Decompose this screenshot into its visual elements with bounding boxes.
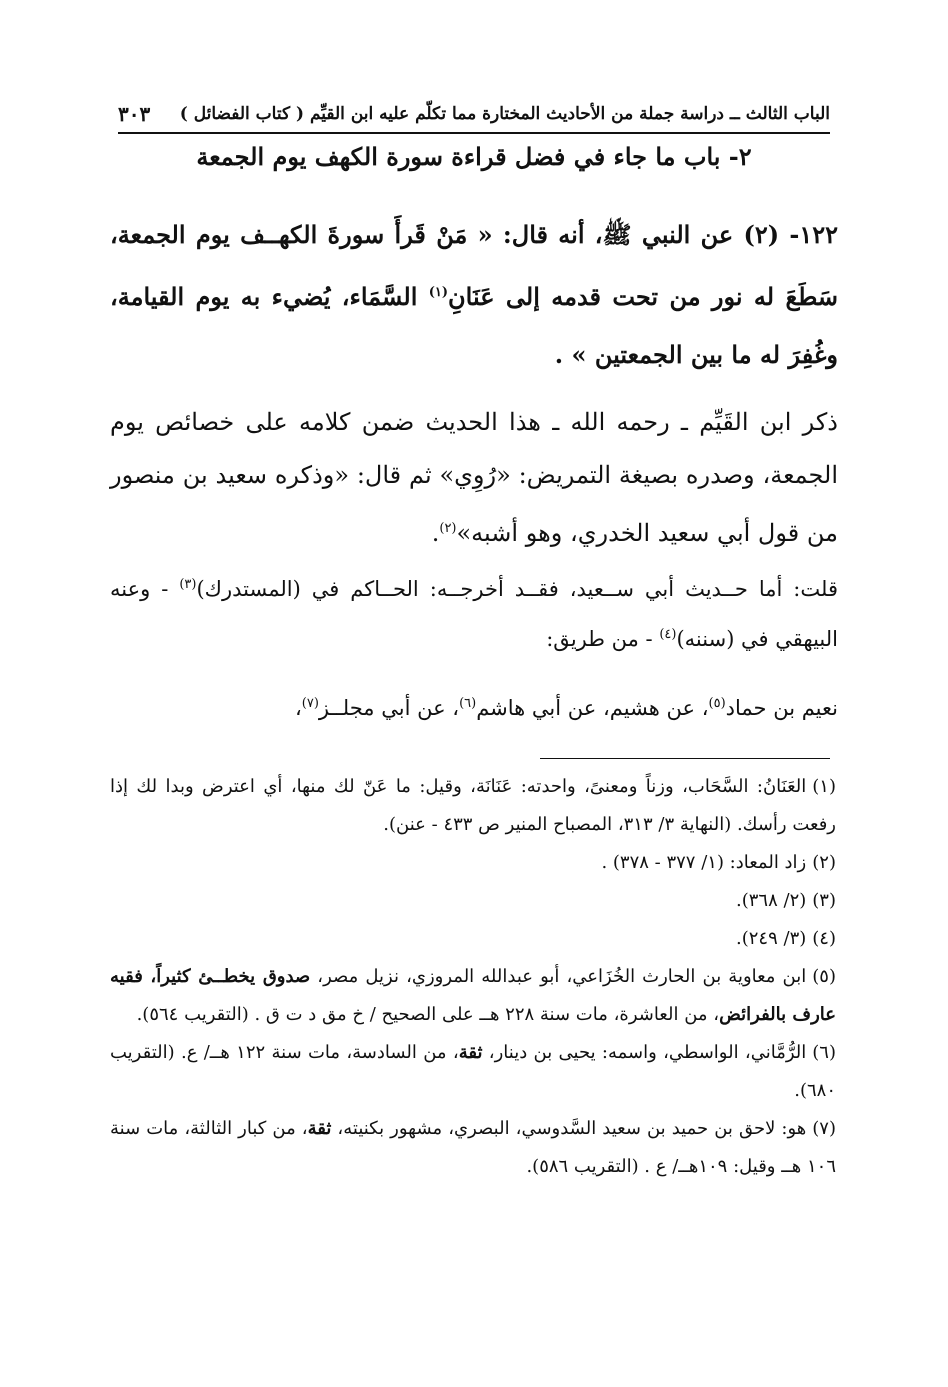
footnote-text: (٣/ ٢٤٩). (736, 928, 807, 949)
footnotes-list (110, 768, 836, 1186)
footnote-marker-2: (٢) (439, 521, 457, 536)
footnote-text: ابن معاوية بن الحارث الخُزَاعي، أبو عبدالله المروزي، نزيل مصر، (310, 966, 807, 987)
footnote-grading: ثقة (458, 1042, 483, 1063)
commentary-text: ذكر ابن القَيِّم ـ رحمه الله ـ هذا الحديث ضمن كلامه على خصائص يوم الجمعة، وصدره بصيغة التمريض: «رُوِي» ثم قال: «وذكره سعيد بن منصور من قول أبي سعيد الخدري، وهو أشبه» (110, 408, 838, 547)
footnote-text: العَنَانُ: السَّحَاب، وزناً ومعنىً، واحدته: عَنَانَة، وقيل: ما عَنّ لك منها، أي اعترض وبدا لك إذا رفعت رأسك. (النهاية ٣/ ٣١٣، المصباح المنير ص ٤٣٣ - عنن). (110, 776, 836, 835)
footnote-text: (٢/ ٣٦٨). (736, 890, 807, 911)
hadith-text-part-2: السَّمَاء، يُضيء به يوم القيامة، وغُفِرَ له ما بين الجمعتين » . (110, 282, 838, 369)
chain-part-3: ، عن أبي مجلــز (318, 696, 460, 720)
footnote-3 (110, 882, 836, 920)
footnote-number: (٧) (812, 1118, 836, 1139)
running-header (118, 96, 830, 134)
footnote-text-end: ، من السادسة، مات سنة ١٢٢ هــ/ ع. (التقريب ٦٨٠). (110, 1042, 836, 1101)
footnote-6 (110, 1034, 836, 1110)
footnote-number: (٥) (812, 966, 836, 987)
takhrij-paragraph (110, 562, 838, 662)
footnote-text-end: ، من كبار الثالثة، مات سنة ١٠٦ هــ وقيل: ١٠٩هــ/ ع . (التقريب ٥٨٦). (110, 1118, 836, 1177)
takhrij-part-2: - وعنه البيهقي في (سننه) (110, 577, 838, 651)
footnote-marker-5: (٥) (708, 696, 726, 711)
footnote-number: (١) (812, 776, 836, 797)
footnote-7 (110, 1110, 836, 1186)
footnote-marker-1: (١) (428, 285, 449, 300)
footnote-4 (110, 920, 836, 958)
hadith-text-part-1: ١٢٢- (٢) عن النبي ﷺ، أنه قال: « مَنْ قَرأَ سورةَ الكهــف يوم الجمعة، سَطَعَ له نور من تحت قدمه إلى عَنَانِ (110, 220, 839, 311)
chain-part-2: ، عن هشيم، عن أبي هاشم (476, 696, 709, 720)
footnote-marker-6: (٦) (459, 696, 477, 711)
footnote-text: زاد المعاد: (١/ ٣٧٧ - ٣٧٨) . (601, 852, 807, 873)
section-title: ٢- باب ما جاء في فضل قراءة سورة الكهف يوم الجمعة (196, 142, 752, 171)
footnote-text-end: ، من العاشرة، مات سنة ٢٢٨ هــ على الصحيح / خ مق د ت ق . (التقريب ٥٦٤). (136, 1004, 720, 1025)
page-number: ٣٠٣ (118, 102, 151, 126)
running-title: الباب الثالث ــ دراسة جملة من الأحاديث المختارة مما تكلّم عليه ابن القيِّم ( كتاب الفضائل ) (179, 104, 830, 124)
hadith-text (110, 206, 838, 384)
footnote-text: الرُّمَّاني، الواسطي، واسمه: يحيى بن دينار، (482, 1042, 807, 1063)
footnote-2 (110, 844, 836, 882)
footnote-marker-3: (٣) (179, 577, 197, 592)
footnote-marker-4: (٤) (659, 627, 677, 642)
isnad-chain (110, 684, 838, 728)
chain-part-1: نعيم بن حماد (725, 696, 838, 720)
footnote-number: (٦) (812, 1042, 836, 1063)
commentary-paragraph (110, 396, 838, 560)
footnote-text: هو: لاحق بن حميد بن سعيد السَّدوسي، البصري، مشهور بكنيته، (331, 1118, 807, 1139)
takhrij-part-1: قلت: أما حــديث أبي ســعيد، فقــد أخرجــه: الحــاكم في (المستدرك) (196, 577, 838, 601)
footnote-separator (540, 758, 830, 759)
footnote-number: (٤) (812, 928, 836, 949)
footnote-grading: صدوق يخطــئ كثيراً، فقيه عارف بالفرائض (110, 966, 836, 1025)
footnote-1 (110, 768, 836, 844)
footnote-grading: ثقة (307, 1118, 332, 1139)
commentary-end: . (431, 519, 440, 547)
chain-part-4: ، (294, 696, 302, 720)
footnote-marker-7: (٧) (301, 696, 319, 711)
footnote-5 (110, 958, 836, 1034)
footnote-number: (٢) (812, 852, 836, 873)
footnote-number: (٣) (812, 890, 836, 911)
takhrij-part-3: - من طريق: (546, 627, 660, 651)
